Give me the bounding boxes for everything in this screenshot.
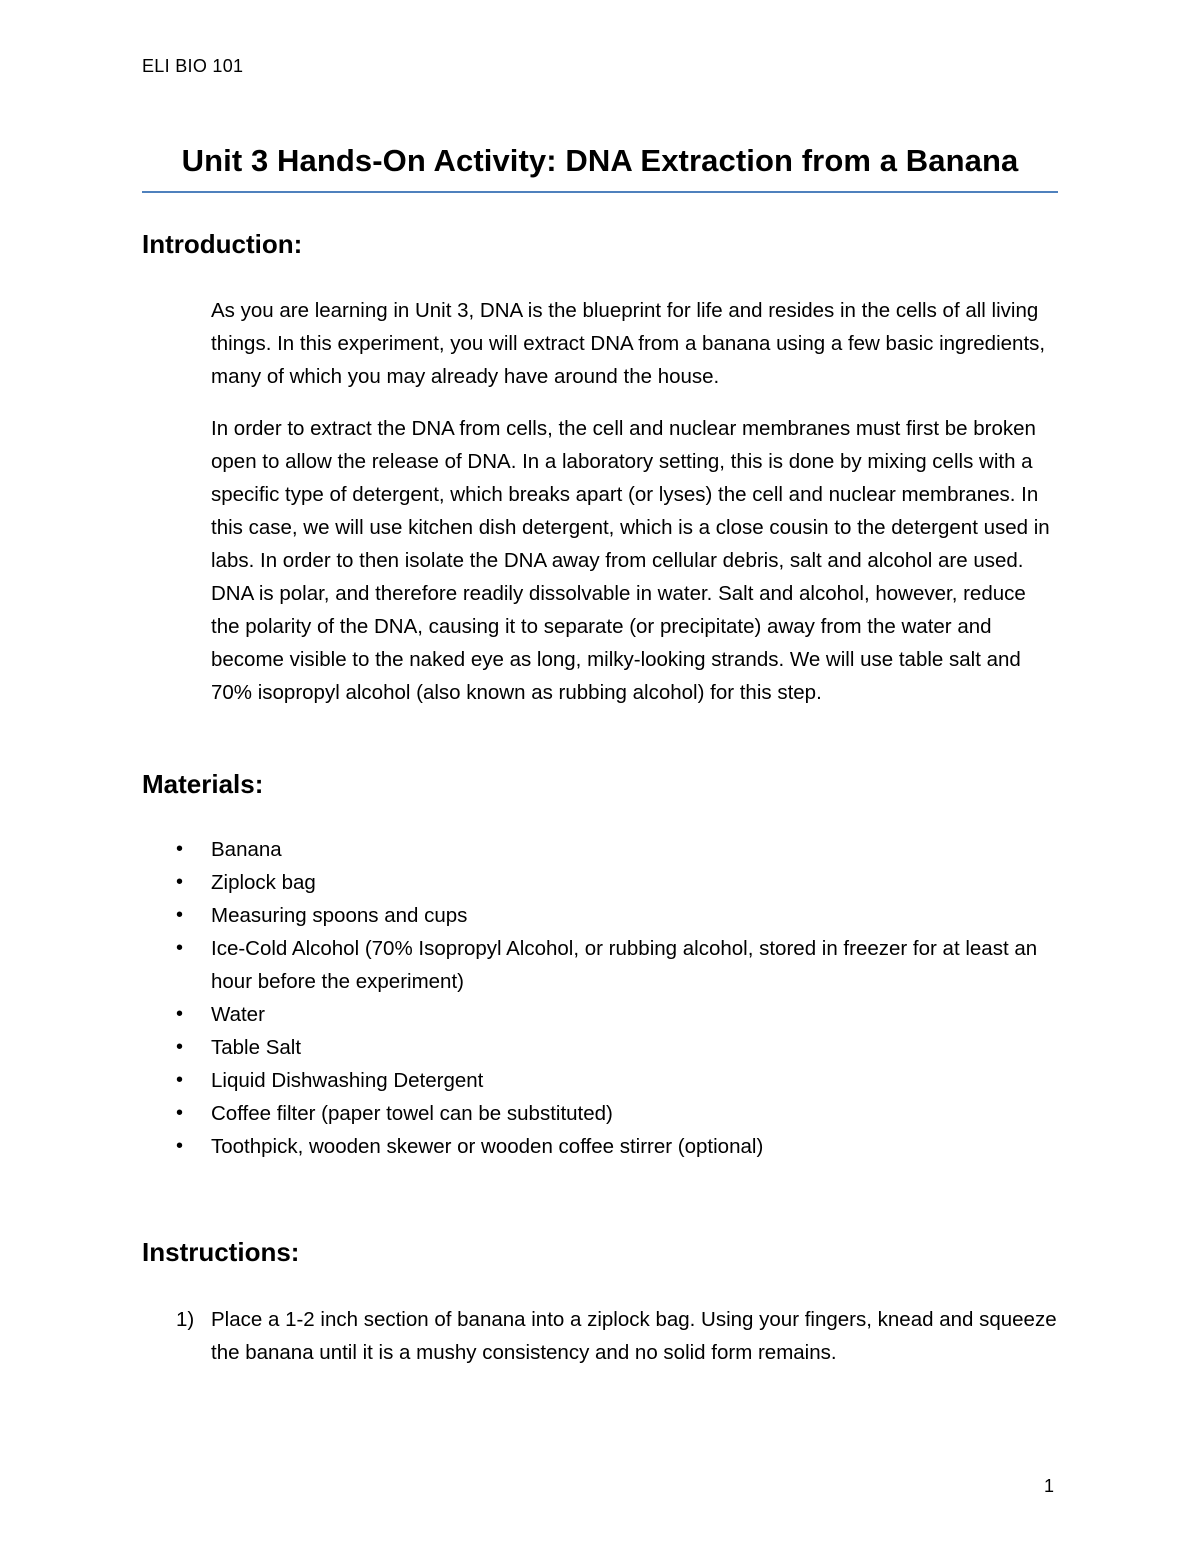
page-number: 1 <box>1044 1476 1055 1496</box>
material-text: Table Salt <box>211 1036 302 1059</box>
list-item <box>142 998 1058 1031</box>
introduction-paragraph-1: As you are learning in Unit 3, DNA is the blueprint for life and resides in the cells of all living things. In this experiment, you will extract DNA from a banana using a few basic ingredients, many of which you may already have around the house. <box>211 299 1046 388</box>
list-item <box>142 1064 1058 1097</box>
materials-list <box>142 833 1058 1163</box>
material-text: Ziplock bag <box>211 871 316 894</box>
bullet-icon: • <box>176 871 184 893</box>
list-item <box>142 866 1058 899</box>
bullet-icon: • <box>176 904 184 926</box>
course-header: ELI BIO 101 <box>142 56 244 76</box>
material-text: Measuring spoons and cups <box>211 904 468 927</box>
bullet-icon: • <box>176 1102 184 1124</box>
step-number: 1) <box>176 1308 195 1331</box>
introduction-heading: Introduction: <box>142 229 303 259</box>
introduction-paragraph-2: In order to extract the DNA from cells, the cell and nuclear membranes must first be broken open to allow the release of DNA. In a laboratory setting, this is done by mixing cells with a specific type of detergent, which breaks apart (or lyses) the cell and nuclear membranes. In this case, we will use kitchen dish detergent, which is a close cousin to the detergent used in labs. In order to then isolate the DNA away from cellular debris, salt and alcohol are used. DNA is polar, and therefore readily dissolvable in water. Salt and alcohol, however, reduce the polarity of the DNA, causing it to separate (or precipitate) away from the water and become visible to the naked eye as long, milky-looking strands. We will use table salt and 70% isopropyl alcohol (also known as rubbing alcohol) for this step. <box>211 417 1050 704</box>
material-text: Coffee filter (paper towel can be substituted) <box>211 1102 613 1125</box>
instructions-list <box>142 1303 1058 1369</box>
bullet-icon: • <box>176 1069 184 1091</box>
bullet-icon: • <box>176 1135 184 1157</box>
list-item <box>142 1097 1058 1130</box>
list-item <box>142 1031 1058 1064</box>
step-text: Place a 1-2 inch section of banana into a ziplock bag. Using your fingers, knead and squeeze the banana until it is a mushy consistency and no solid form remains. <box>211 1308 1057 1364</box>
instruction-step <box>142 1303 1058 1369</box>
instructions-heading: Instructions: <box>142 1237 300 1267</box>
bullet-icon: • <box>176 937 184 959</box>
material-text: Liquid Dishwashing Detergent <box>211 1069 484 1092</box>
material-text: Banana <box>211 838 282 861</box>
list-item <box>142 833 1058 866</box>
material-text: Water <box>211 1003 265 1026</box>
document-title: Unit 3 Hands-On Activity: DNA Extraction from a Banana <box>181 143 1019 178</box>
list-item <box>142 899 1058 932</box>
materials-heading: Materials: <box>142 769 264 799</box>
list-item <box>142 932 1058 998</box>
material-text: Ice-Cold Alcohol (70% Isopropyl Alcohol, or rubbing alcohol, stored in freezer for at least an hour before the experiment) <box>211 937 1038 993</box>
list-item <box>142 1130 1058 1163</box>
bullet-icon: • <box>176 1036 184 1058</box>
material-text: Toothpick, wooden skewer or wooden coffee stirrer (optional) <box>211 1135 764 1158</box>
bullet-icon: • <box>176 1003 184 1025</box>
title-underline <box>142 191 1058 193</box>
bullet-icon: • <box>176 838 184 860</box>
